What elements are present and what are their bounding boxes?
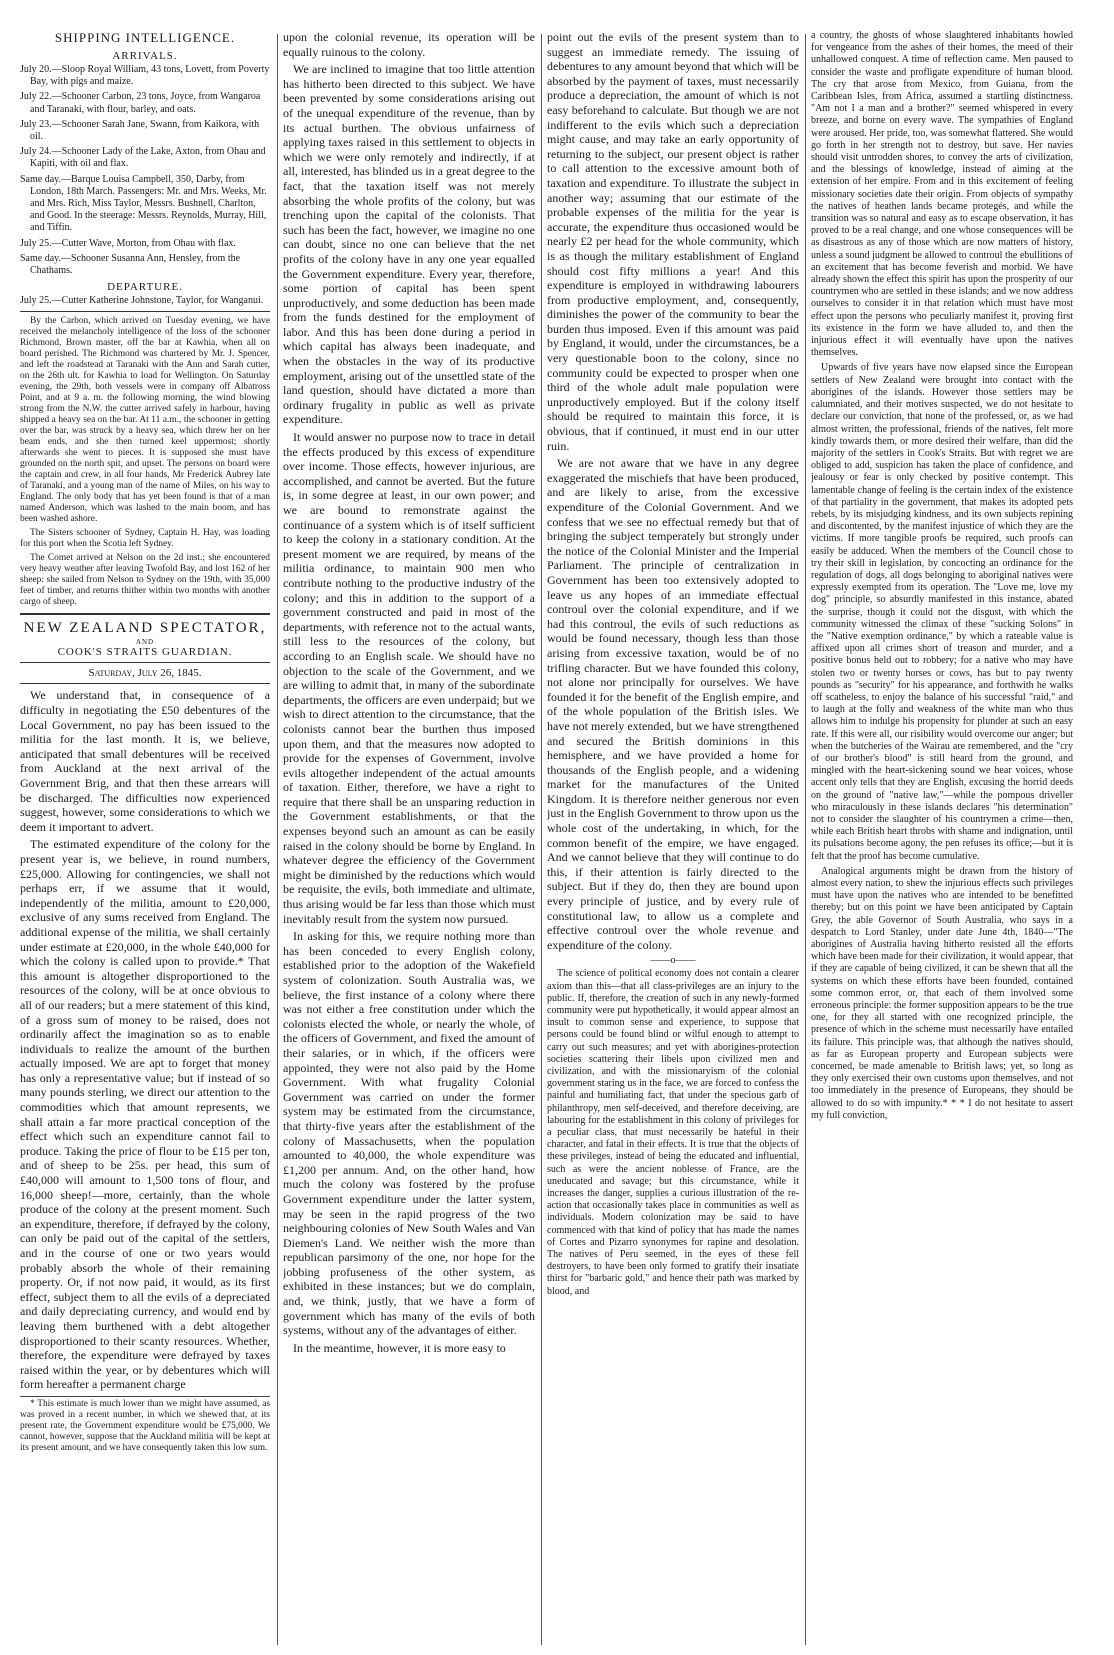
masthead-title: NEW ZEALAND SPECTATOR, bbox=[23, 620, 267, 637]
shipping-note: The Comet arrived at Nelson on the 2d inst.; she encountered very heavy weather after leaving Twofold Bay, and lost 162 of her sheep: she sailed from Nelson to Sydney on the 19th, with 35,000 feet of timber, and returns thither within two months with another cargo of sheep. bbox=[20, 553, 270, 608]
paragraph: Upwards of five years have now elapsed since the European settlers of New Zealand were brought into contact with the aborigines of the islands. However those settlers may be calumniated, and their motives suspected, we do not hesitate to declare our conviction, that none of the professed, or, as we had almost written, the professional, friends of the natives, felt more kindly towards them, or more desired their welfare, than did the majority of the settlers in Cook's Straits. But with regret we are obliged to add, suspicion has taken the place of confidence, and jealousy or fear is only checked by positive contempt. This lamentable change of feeling is the certain index of the existence of that partiality in the government, that makes its adopted pets rebels, by its misjudging kindness, and its own subjects repining and discontented, by the manifest injustice of which they are the victims. If more tangible proofs be required, such proofs can easily be adduced. When the members of the Council chose to try their skill in legislation, by concocting an ordinance for the regulation of dogs, all dogs belonging to aboriginal natives were expressly exempted from its operation. The "Love me, love my dog" principle, so absurdly manifested in this instance, abated the surprise, though it could not the disgust, with which the community witnessed the climax of these "sucking Solons" in the "Native exemption ordinance," by which a rateable value is affixed upon all crimes short of treason and murder, and a positive bonus held out to robbery; for a native who may have stolen two or twenty horses or cows, has but to pay twenty pounds as "security" for his appearance, and forthwith he walks off scatheless, to enjoy the balance of his successful "raid," and to laugh at the folly and weakness of the white man who thus allows him to indulge his propensity for plunder at such an easy rate. If this were all, our risibility would overcome our anger; but when the butcheries of the Wairau are remembered, and the "cry of our brother's blood" is still heard from the ground, and mingled with the heart-sickening sound we hear voices, whose accent only tells that they are English, excusing the horrid deeds on the ground of "native law,"—while the pompous driveller who miraculously in these islands declares "his determination" not to consider the slaughter of his countrymen a crime—then, while each British heart throbs with shame and indignation, until its pulsations become agony, the pen refuses its office;—but it is felt that the proof has become cumulative. bbox=[811, 362, 1073, 862]
paragraph: We understand that, in consequence of a difficulty in negotiating the £50 debentures of the Local Government, no pay has been issued to the militia for the last month. It is, we believe, anticipated that small debentures will be received from Auckland at the next arrival of the Government Brig, and that then these arrears will be discharged. The difficulties now experienced suggest, however, some considerations to which we deem it important to advert. bbox=[20, 688, 270, 834]
column-rule bbox=[541, 34, 542, 1645]
divider bbox=[20, 311, 270, 312]
essay-text bbox=[547, 968, 799, 1297]
footnote-text: * This estimate is much lower than we might have assumed, as was proved in a recent number, in which we shewed that, at its present rate, the Government expenditure would be £75,000. We cannot, however, suppose that the Auckland militia will be kept at its present amount, and we have consequently taken this low sum. bbox=[20, 1398, 270, 1453]
column-rule bbox=[277, 34, 278, 1645]
column-3 bbox=[547, 30, 799, 1647]
column-2 bbox=[283, 30, 535, 1647]
divider bbox=[20, 613, 270, 615]
shipping-notes bbox=[20, 316, 270, 608]
footnote bbox=[20, 1396, 270, 1454]
divider bbox=[20, 683, 270, 684]
paragraph: point out the evils of the present system than to suggest an immediate remedy. The issuing of debentures to any amount beyond that which will be absorbed by the payment of taxes, must necessarily produce a depreciation, the amount of which is not easy beforehand to calculate. But though we are not indifferent to the evils which such a depreciation might cause, and may take an early opportunity of returning to the subject, our present object is rather to call attention to the excessive amount both of taxation and expenditure. To illustrate the subject in another way; assuming that our estimate of the probable expenses of the militia for the year is accurate, the expenditure thus occasioned would be nearly £2 per head for the whole community, which is as though the military establishment of England should cost fifty millions a year! And this expenditure is employed in withdrawing labourers from productive employment, and, consequently, diminishes the power of the community to bear the burden thus imposed. Even if this amount was paid by England, it would, under the circumstances, be a very questionable boon to the colony, since no community could be expected to prosper when one third of the whole adult male population were unproductively employed. But if the colony itself should be required to maintain this force, it is obvious, that if continued, it must end in our utter ruin. bbox=[547, 30, 799, 453]
editorial-text bbox=[547, 30, 799, 952]
arrival-entry: July 20.—Sloop Royal William, 43 tons, Lovett, from Poverty Bay, with pigs and maize. bbox=[20, 64, 270, 88]
issue-date: Saturday, July 26, 1845. bbox=[88, 667, 202, 680]
departure-entry: July 25.—Cutter Katherine Johnstone, Taylor, for Wanganui. bbox=[20, 295, 264, 307]
shipping-note: By the Carbon, which arrived on Tuesday evening, we have received the melancholy intelligence of the loss of the schooner Richmond, Brown master, off the bar at Kawhia, when all on board perished. The Richmond was chartered by Mr. J. Spencer, and left the roadstead at Taranaki with the Ann and Sarah cutter, on the 26th ult. for Kawhia to load for Wellington. On Saturday evening, the 29th, both vessels were in company off Albatross Point, and at 9 a. m. the following morning, the wind blowing strong from the N.W. the cutter arrived safely in harbour, having shipped a heavy sea on the bar. At 11 a.m., the schooner in getting over the bar, was struck by a heavy sea, which threw her on her beam ends, and she then turned keel uppermost; shortly afterwards she went to pieces. It is supposed she must have grounded on the north spit, and upset. The persons on board were the captain and crew, in all four hands, Mr Frederick Aubrey late of Taranaki, and a young man of the name of Miles, on his way to England. The only body that has yet been found is that of a man named Anderson, which was lashed to the main boom, and has been washed ashore. bbox=[20, 316, 270, 525]
paragraph: The estimated expenditure of the colony for the present year is, we believe, in round numbers, £25,000. Allowing for contingencies, we shall not perhaps err, if we assume that it would, independently of the militia, amount to £20,000, exclusive of any sums received from England. The additional expense of the militia, we shall certainly under estimate at £20,000, in the whole £40,000 for which the colony is called upon to provide.* That this amount is altogether disproportioned to the resources of the colony, will be at once obvious to all of our readers; but a mere statement of this kind, of a gross sum of money to be raised, does not ordinarily affect the imagination so as to enable individuals to realize the amount of the burthen actually imposed. We are apt to forget that money has only a representative value; but if instead of so many pounds sterling, we direct our attention to the commodities which that amount represents, we shall attain a far more practical conception of the effect which such an expenditure cannot fail to produce. Taking the price of flour to be £15 per ton, and of sheep to be 25s. per head, this sum of £40,000 will amount to 1,500 tons of flour, and 16,000 sheep!—more, certainly, than the whole produce of the colony at the present moment. Such an expenditure, therefore, if defrayed by the colony, can only be paid out of the capital of the settlers, and in the course of one or two years would probably absorb the whole of their remaining property. Or, if not now paid, it would, as its first effect, subject them to all the evils of a depreciated and daily depreciating currency, and would end by leaving them burthened with a debt altogether disproportioned to their scanty resources. Whether, therefore, the expenditure were defrayed by taxes raised within the year, or by debentures which will form hereafter a permanent charge bbox=[20, 837, 270, 1392]
paragraph: It would answer no purpose now to trace in detail the effects produced by this excess of expenditure over income. Those effects, however injurious, are accomplished, and cannot be averted. But the future is, in some degree at least, in our own power; and we are bound to remonstrate against the continuance of a system which is of itself sufficient to keep the colony in a stationary condition. At the present moment we are required, by means of the militia ordinance, to maintain 900 men who contribute nothing to the productive industry of the colony; and this in addition to the support of a government constructed and paid in most of the departments, with reference not to the actual wants, still less to the resources of the colony, but according to an English scale. We should have no objection to the scale of the Government, and we are willing to admit that, in many of the subordinate departments, the officers are even underpaid; but we wish to direct attention to the circumstance, that the colonists cannot bear the burthen thus imposed upon them, and that the measures now adopted to provide for the expenses of Government, involve evils altogether independent of the actual amounts of taxation. Either, therefore, we have a right to require that there shall be an unsparing reduction in the Government establishments, or that the expenses beyond such an amount as can be easily raised in the colony should be borne by England. In whatever degree the efficiency of the Government might be diminished by the reductions which would be requisite, the evils, both immediate and ultimate, thus arising would be far less than those which must inevitably result from the system now pursued. bbox=[283, 430, 535, 926]
editorial-text bbox=[20, 688, 270, 1392]
arrival-entry: July 22.—Schooner Carbon, 23 tons, Joyce, from Wangaroa and Taranaki, with flour, barley, and oats. bbox=[20, 91, 261, 115]
paragraph: The science of political economy does not contain a clearer axiom than this—that all class-privileges are an injury to the public. If, therefore, the creation of such in any newly-formed community were put hypothetically, it would appear almost an insult to common sense and experience, to suppose that persons could be found blind or wilful enough to attempt to carry out such measures; and yet with aborigines-protection societies scattering their libels upon civilized men and civilization, and with the missionaryism of the colonial government staring us in the face, we are forced to confess the painful and humiliating fact, that under the specious garb of philanthropy, men self-deceived, and therefore deceiving, are labouring for the establishment in this colony of privileges for a peculiar class, that must necessarily be hateful in their character, and fatal in their effects. It is true that the objects of these privileges, instead of being the educated and influential, such as were the ancient noblesse of France, are the uneducated and savage; but this circumstance, while it increases the danger, supplies a curious illustration of the re-action that occasionally takes place in communities as well as individuals. Modern colonization may be said to have commenced with that kind of policy that has made the names of Cortes and Pizarro synonymes for rapine and desolation. The natives of Peru seemed, in the eyes of these fell destroyers, to have been only formed to gratify their insatiate thirst for "barbaric gold," and hence their path was marked by blood, and bbox=[547, 968, 799, 1297]
essay-text bbox=[811, 30, 1073, 1122]
paragraph: We are not aware that we have in any degree exaggerated the mischiefs that have been produced, and are likely to arise, from the excessive expenditure of the Colonial Government. And we confess that we see no effectual remedy but that of bringing the subject temperately but strongly under the notice of the Colonial Minister and the Imperial Parliament. The principle of centralization in Government has been too extensively adopted to leave us any hopes of an immediate effectual controul over the colonial expenditure, and if we had this controul, the evils of such reductions as would be found necessary, though less than those arising from excessive taxation, would be of no trifling character. But we have founded this colony, not alone nor principally for ourselves. We have founded it for the benefit of the English empire, and of the whole population of the British isles. We have not merely extended, but we have strengthened and secured the British dominions in this hemisphere, and we have provided a home for thousands of the English people, and a widening market for the manufactures of the United Kingdom. It is therefore neither generous nor even just in the English Government to throw upon us the whole cost of the undertaking, in which, for the common benefit of the empire, we have engaged. And we cannot believe that they will continue to do this, if their attention is fairly directed to the subject. But if they do, then they are bound upon every principle of justice, and by every rule of constitutional law, to allow us a complete and effective controul over the whole revenue and expenditure of the colony. bbox=[547, 456, 799, 952]
masthead-subtitle: COOK'S STRAITS GUARDIAN. bbox=[57, 646, 233, 659]
shipping-note: The Sisters schooner of Sydney, Captain H. Hay, was loading for this port when the Scotia left Sydney. bbox=[20, 528, 270, 550]
arrivals-list bbox=[20, 64, 270, 277]
arrival-entry: July 25.—Cutter Wave, Morton, from Ohau with flax. bbox=[20, 237, 236, 249]
section-ornament: ——o—— bbox=[650, 955, 696, 967]
paragraph: In asking for this, we require nothing more than has been conceded to every English colony, established prior to the adoption of the Wakefield system of colonization. South Australia was, we believe, the first instance of a colony where there was not either a free constitution under which the colonists elected the whole, or nearly the whole, of the officers of Government, and fixed the amount of their salaries, or in which, if the officers were appointed, they were not also paid by the Home Government. With what frugality Colonial Government was carried on under the former system may be estimated from the circumstance, that thirty-five years after the establishment of the colony of Massachusetts, when the population amounted to 40,000, the whole expenditure was £1,200 per annum. And, on the other hand, how much the colony was fostered by the profuse Government expenditure under the latter system, may be seen in the rapid progress of the two neighbouring colonies of New South Wales and Van Diemen's Land. We neither wish the more than republican parsimony of the one, nor hope for the jobbing profuseness of the other system, as exhibited in these instances; but we do complain, and, we think, justly, that we have a form of government which has many of the evils of both systems, without any of the advantages of either. bbox=[283, 929, 535, 1338]
column-rule bbox=[805, 34, 806, 1645]
column-4 bbox=[811, 30, 1073, 1647]
arrival-entry: Same day.—Barque Louisa Campbell, 350, Darby, from London, 18th March. Passengers: Mr. and Mrs. Weeks, Mr. and Mrs. Rich, Miss Taylor, Messrs. Bushnell, Charlton, and Good. In the steerage: Messrs. Reynolds, Murray, Hill, and Tiffin. bbox=[20, 173, 267, 234]
arrivals-heading: ARRIVALS. bbox=[112, 50, 178, 62]
departures-list bbox=[20, 295, 270, 307]
arrival-entry: Same day.—Schooner Susanna Ann, Hensley, from the Chathams. bbox=[20, 252, 241, 277]
paragraph: a country, the ghosts of whose slaughtered inhabitants howled for vengeance from the ashes of their homes, the meed of their unhallowed conquest. A time of reflection came. Men paused to consider the waste and profligate expenditure of human blood. The cry that arose from Mexico, from Guiana, from the Caribbean Isles, from Africa, assumed a startling distinctness. "Am not I a man and a brother?" seemed whispered in every breeze, and borne on every wave. The sympathies of England were aroused. Her pride, too, was somewhat flattered. She would go forth in her strength not to destroy, but save. Her navies should visit untrodden shores, to convey the arts of civilization, and the blessings of knowledge, instead of aiming at the extension of her empire. From and in this excitement of feeling missionary societies date their origin. From objects of sympathy the natives of heathen lands became protegés, and while the transition was so natural and easy as to escape observation, it has proved to be a real change, and one whose consequences will be as disastrous as any of those which are now matters of history, unless a sound judgment be allowed to controul the ebullitions of an excitement that has become feverish and morbid. We have already shown the effect this spirit has upon the prosperity of our countrymen who are settled in these islands; and we now address ourselves to consider it in that relation which must have most effect upon the persons who peculiarly manifest it, proving first its existence in the form we have alluded to, and then the injurious effect it will eventually have upon the natives themselves. bbox=[811, 30, 1073, 359]
arrival-entry: July 23.—Schooner Sarah Jane, Swann, from Kaikora, with oil. bbox=[20, 118, 260, 143]
masthead-and: AND bbox=[135, 638, 155, 647]
divider bbox=[20, 662, 270, 663]
shipping-title: SHIPPING INTELLIGENCE. bbox=[54, 30, 236, 45]
departure-heading: DEPARTURE. bbox=[107, 281, 183, 294]
column-1 bbox=[20, 30, 270, 1647]
arrival-entry: July 24.—Schooner Lady of the Lake, Axton, from Ohau and Kapiti, with oil and flax. bbox=[20, 146, 266, 170]
paragraph: In the meantime, however, it is more easy to bbox=[293, 1340, 506, 1355]
paragraph: We are inclined to imagine that too little attention has hitherto been directed to this subject. We have been prevented by some considerations arising out of the unequal expenditure of the revenue, than by its actual burthen. The obvious unfairness of applying taxes raised in this settlement to objects in which we were only remotely and indirectly, if at all, interested, has blinded us in a great degree to the fact, that the taxation itself was not merely absorbing the whole profits of the colony, but was trenching upon the capital of the colonists. That such has been the fact, however, we imagine no one can doubt, since no one can believe that the net profits of the colony have in any one year equalled the Government expenditure. Every year, therefore, some portion of capital has been spent unproductively, and some deduction has been made from the funds destined for the employment of labor. And this has been done during a period in which capital has always been inadequate, and when the obstacles in the way of its productive employment, arising out of the unsettled state of the land question, should have dictated a more than ordinary frugality in public as well as private expenditure. bbox=[283, 62, 535, 427]
editorial-text bbox=[283, 30, 535, 1355]
paragraph: Analogical arguments might be drawn from the history of almost every nation, to shew the injurious effects such privileges must have upon the natives who are intended to be benefitted thereby; but on this point we have been anticipated by Captain Grey, the able Governor of South Australia, who says in a despatch to Lord Stanley, under date June 4th, 1840—"The aborigines of Australia having hitherto resisted all the efforts which have been made for their civilization, it would appear, that if they are capable of being civilized, it can be shewn that all the systems on which these efforts have been founded, contained some common error, or, that each of them involved some erroneous principle: the former supposition appears to be the true one, for they all started with one recognized principle, the presence of which in the scheme must necessarily have entailed its failure. This principle was, that although the natives should, as far as European property and European subjects were concerned, be made amenable to British laws; yet, so long as they only exercised their own customs upon themselves, and not too immediately in the presence of Europeans, they should be allowed to do so with impunity.* * * I do not hesitate to assert my full conviction, bbox=[811, 865, 1073, 1121]
paragraph: upon the colonial revenue, its operation will be equally ruinous to the colony. bbox=[283, 30, 535, 59]
